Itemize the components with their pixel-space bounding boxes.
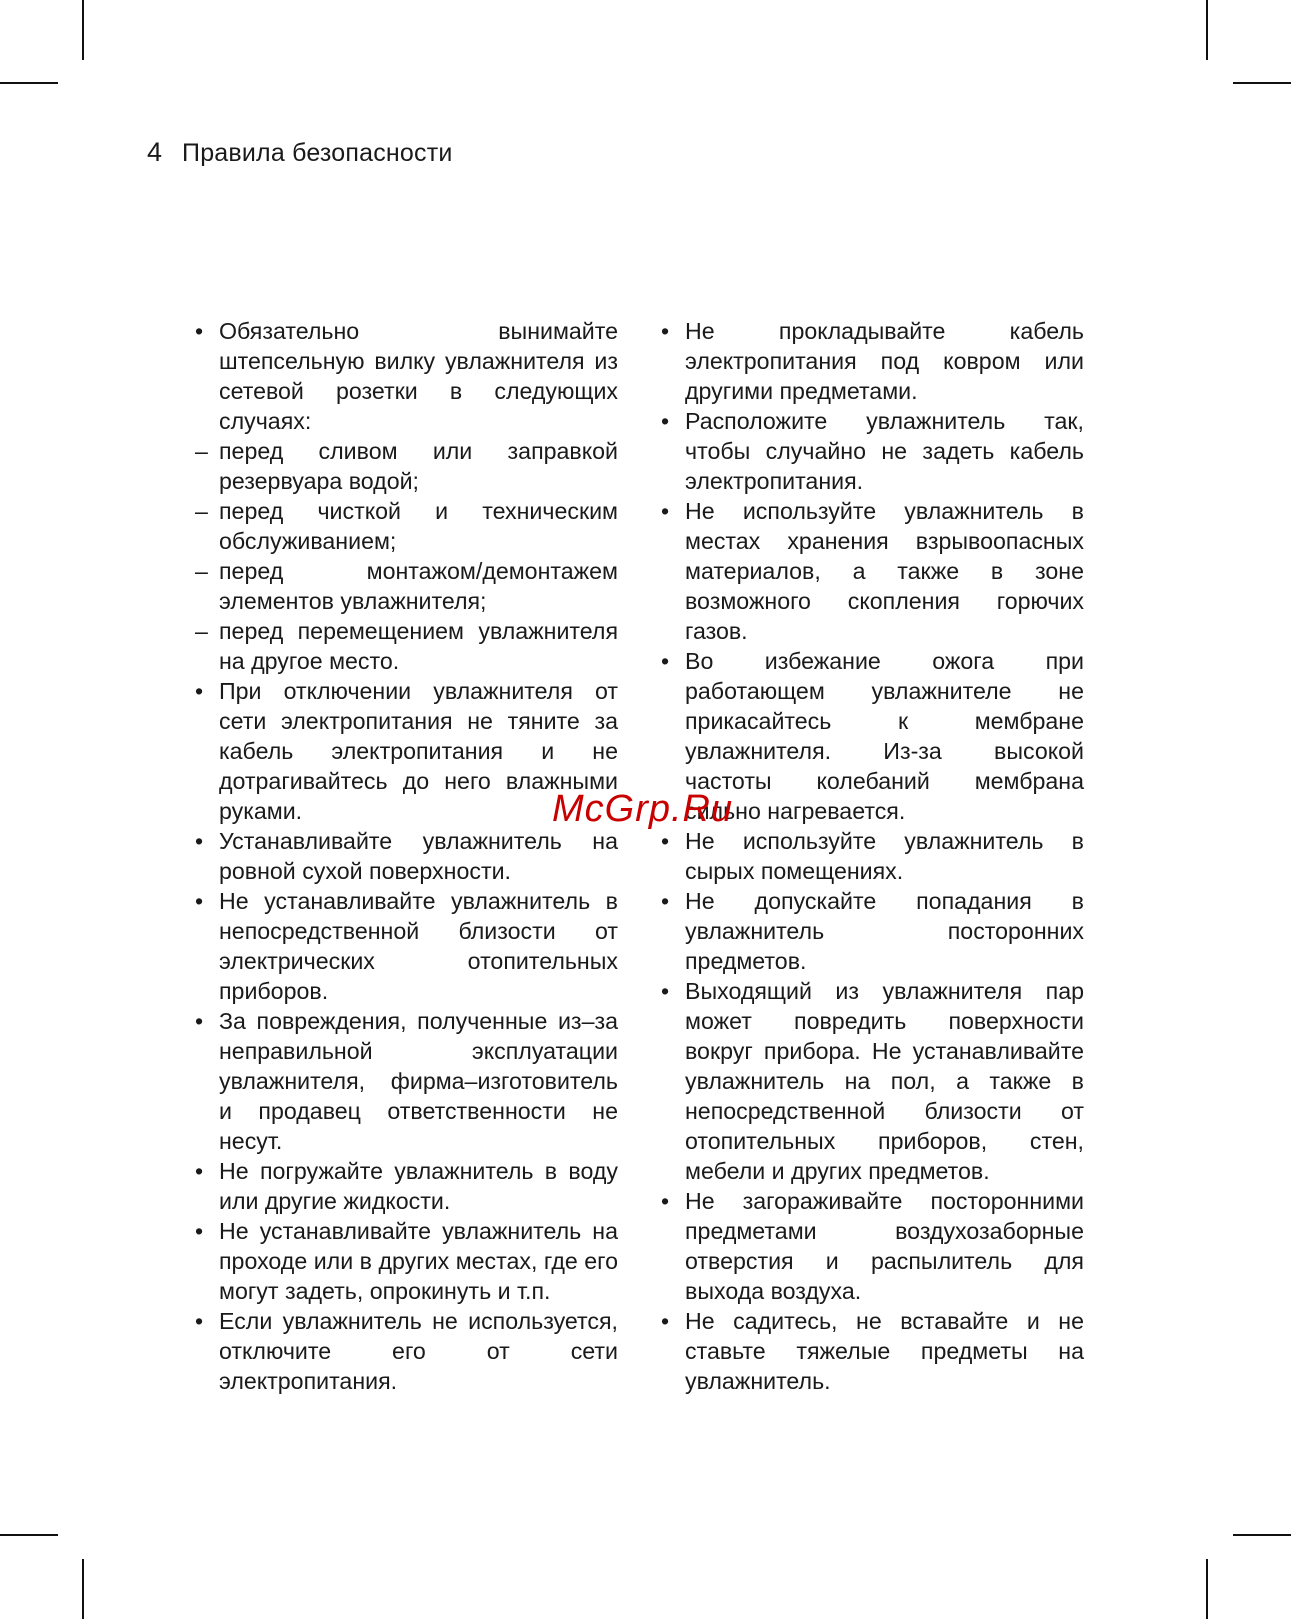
crop-mark-bottom-left-vertical <box>82 1559 84 1619</box>
section-title: Правила безопасности <box>182 139 453 167</box>
list-item: • Не устанавливайте увлажнитель в непосредственной близости от электрических отопительных приборов. <box>195 888 618 1004</box>
list-item: • Не используйте увлажнитель в местах хранения взрывоопасных материалов, а также в зоне возможного скопления горючих газов. <box>661 498 1084 644</box>
list-item: • Во избежание ожога при работающем увлажнителе не прикасайтесь к мембране увлажнителя. Из-за высокой частоты колебаний мембрана сильно нагревается. <box>661 648 1084 824</box>
list-item: • Не устанавливайте увлажнитель на проходе или в других местах, где его могут задеть, опрокинуть и т.п. <box>195 1218 618 1304</box>
watermark: McGrp.Ru <box>552 788 734 830</box>
list-item: • Не допускайте попадания в увлажнитель посторонних предметов. <box>661 888 1084 974</box>
crop-mark-top-left-horizontal <box>0 82 58 84</box>
list-item: • Обязательно вынимайте штепсельную вилку увлажнителя из сетевой розетки в следующих случаях: <box>195 318 618 434</box>
list-subitem: – перед монтажом/демонтажем элементов увлажнителя; <box>195 558 618 614</box>
list-item: • Не садитесь, не вставайте и не ставьте тяжелые предметы на увлажнитель. <box>661 1308 1084 1394</box>
list-subitem: – перед сливом или заправкой резервуара водой; <box>195 438 618 494</box>
list-item: • Если увлажнитель не используется, отключите его от сети электропитания. <box>195 1308 618 1394</box>
list-item: • Не прокладывайте кабель электропитания под ковром или другими предметами. <box>661 318 1084 404</box>
page-number: 4 <box>147 137 163 167</box>
right-column <box>659 316 1084 1396</box>
list-subitem: – перед перемещением увлажнителя на другое место. <box>195 618 618 674</box>
crop-mark-bottom-right-vertical <box>1206 1559 1208 1619</box>
list-item: • При отключении увлажнителя от сети электропитания не тяните за кабель электропитания и не дотрагивайтесь до него влажными руками. <box>195 678 618 824</box>
left-column <box>193 316 618 1396</box>
list-item: • За повреждения, полученные из–за неправильной эксплуатации увлажнителя, фирма–изготовитель и продавец ответственности не несут. <box>195 1008 618 1154</box>
list-item: • Расположите увлажнитель так, чтобы случайно не задеть кабель электропитания. <box>661 408 1084 494</box>
list-item: • Не загораживайте посторонними предметами воздухозаборные отверстия и распылитель для выхода воздуха. <box>661 1188 1084 1304</box>
crop-mark-top-right-vertical <box>1206 0 1208 60</box>
list-item: • Не погружайте увлажнитель в воду или другие жидкости. <box>195 1158 618 1214</box>
list-item: • Не используйте увлажнитель в сырых помещениях. <box>661 828 1084 884</box>
crop-mark-top-left-vertical <box>82 0 84 60</box>
crop-mark-bottom-right-horizontal <box>1233 1534 1291 1536</box>
list-item: • Выходящий из увлажнителя пар может повредить поверхности вокруг прибора. Не устанавливайте увлажнитель на пол, а также в непосредственной близости от отопительных приборов, стен, мебели и других предметов. <box>661 978 1084 1184</box>
crop-mark-bottom-left-horizontal <box>0 1534 58 1536</box>
list-item: • Устанавливайте увлажнитель на ровной сухой поверхности. <box>195 828 618 884</box>
list-subitem: – перед чисткой и техническим обслуживанием; <box>195 498 618 554</box>
crop-mark-top-right-horizontal <box>1233 82 1291 84</box>
page-header <box>147 137 453 168</box>
